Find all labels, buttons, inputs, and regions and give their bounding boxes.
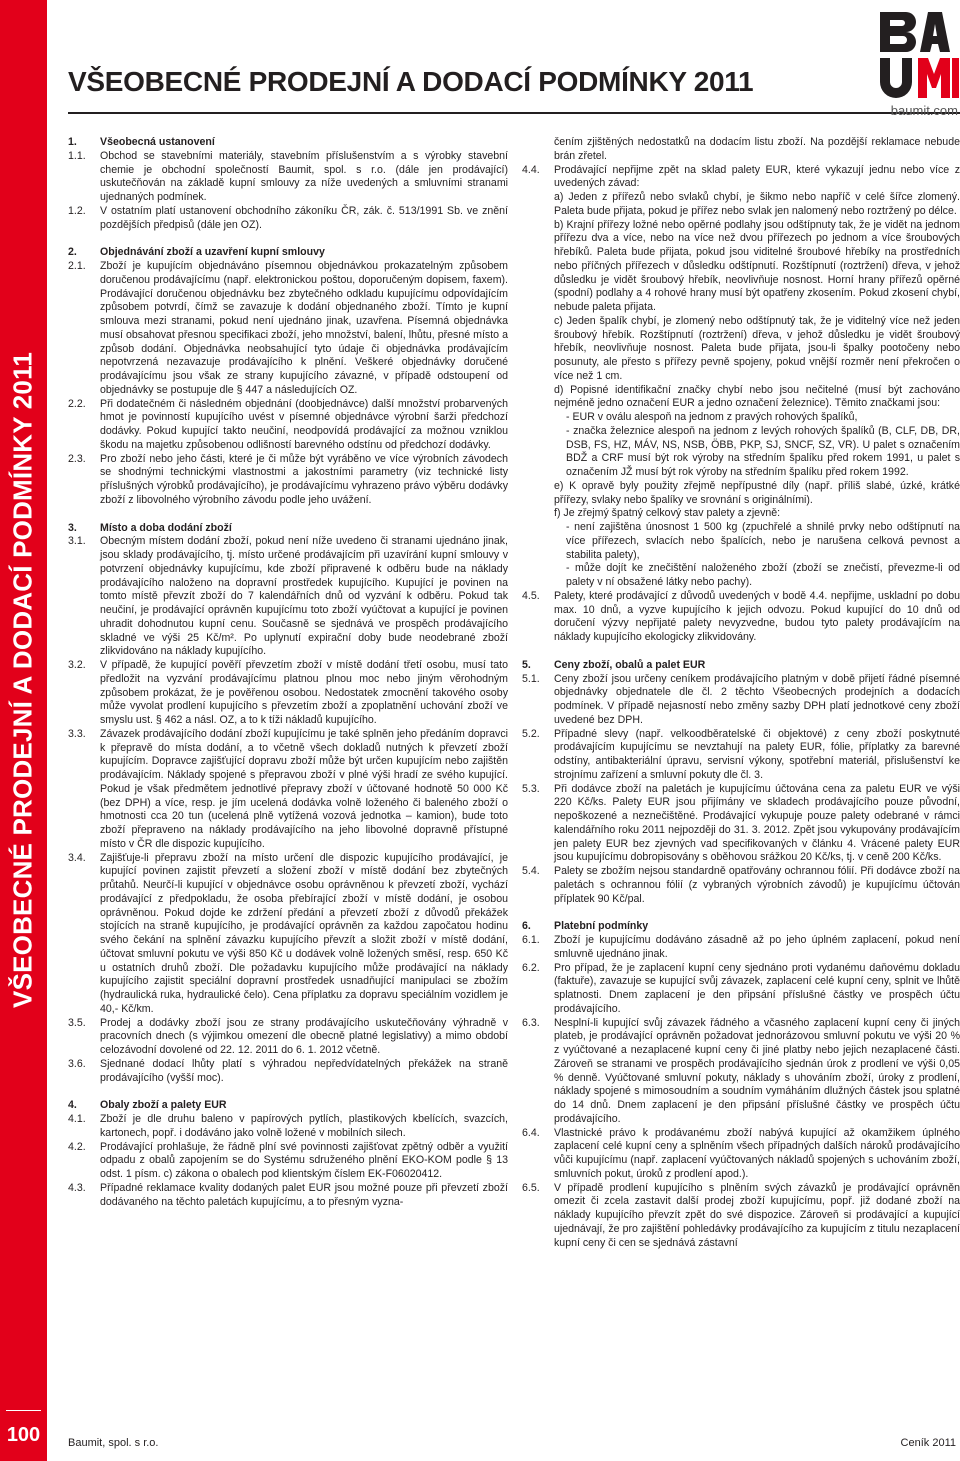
clause-number: 6.5. (522, 1181, 540, 1194)
section-title: Obaly zboží a palety EUR (100, 1099, 227, 1112)
clause-text: Při dodávce zboží na paletách je kupujícímu účtována cena za paletu EUR ve výši 220 Kč/ks. Palety EUR jsou přijímány ve skladech prodávajícího pouze původní, nepoškozené a neznečištěné. Prodávající vykupuje pouze palety odebrané v rámci kalendářního roku 2011 nejpozději do 31. 3. 2012. Zpět jsou vykupovány prodávajícím jen palety EUR bez zjevných vad specifikovaných v článku 4. Vrácené palety EUR jsou kupujícímu dobropisovány s oběhovou srážkou 20 Kč/ks, tj. v ceně 200 Kč/ks. (554, 782, 960, 864)
clause-text: Obecným místem dodání zboží, pokud není níže uvedeno či stranami ujednáno jinak, jsou sklady prodávajícího, tj. místo určené prodávajícím při uzavírání kupní smlouvy v potvrzení objednávky kupujícímu, kde zboží připravené k odběru bude na náklady prodávajícího naloženo na dopravní prostředek kupujícího. Kupující je povinen na tomto místě převzít zboží do 7 kalendářních dnů od vyzvání k odběru. Pokud tak neučiní, je prodávající oprávněn kupujícímu toto zboží vyúčtovat a kupující je povinen uhradit dohodnutou kupní cenu. Současně se sjednává ve prospěch prodávajícího skladné ve výši 25 Kč/m². Po uplynutí expirační doby bude neodebrané zboží zlikvidováno na náklady kupujícího. (100, 535, 508, 658)
clause-text: Prodej a dodávky zboží jsou ze strany prodávajícího uskutečňovány výhradně v pracovních dnech (s výjimkou omezení dle obecně platné legislativy) a mimo období celozávodní dovolené od 22. 12. 2011 do 6. 1. 2012 včetně. (100, 1016, 508, 1056)
clause-number: 4.5. (522, 589, 540, 602)
section-number: 6. (522, 920, 531, 933)
title-rule (68, 112, 960, 114)
clause (68, 260, 508, 398)
clause-item: d) Popisné identifikační značky chybí nebo jsou nečitelné (musí být zachováno nejméně jedno označení EUR a jedno označení železnice). Těmito značkami jsou: (554, 383, 960, 410)
clause-text: V případě, že kupující pověří převzetím zboží v místě dodání třetí osobu, musí tato předložit na vyzvání prodávajícímu platnou plnou moc nebo jiným věrohodným způsobem prokázat, že je pověřenou osobou. Nedostatek zmocnění takového osoby může vyvolat prodlení kupujícího s převzetím zboží a zpoplatnění uchování zboží ve smyslu ust. § 462 a násl. OZ, a to k tíži nákladů kupujícího. (100, 659, 508, 726)
clause-number: 6.4. (522, 1126, 540, 1139)
clause (522, 673, 960, 728)
clause-number: 4.1. (68, 1113, 86, 1125)
clause (68, 1182, 508, 1210)
clause-item: f) Je zřejmý špatný celkový stav palety a zjevně: (554, 507, 781, 520)
clause (522, 962, 960, 1017)
clause-continued (522, 136, 960, 164)
clause (68, 852, 508, 1017)
section-title: Platební podmínky (554, 920, 649, 933)
section-number: 4. (68, 1099, 77, 1112)
clause-number: 2.1. (68, 260, 86, 272)
page-number: 100 (6, 1424, 41, 1446)
footer-catalog: Ceník 2011 (900, 1437, 956, 1449)
clause-text: Vlastnické právo k prodávanému zboží nabývá kupující až okamžikem úplného zaplacení celé kupní ceny a splněním všech případných dalších nároků prodávajícího vůči kupujícímu (např. zaplacení vyúčtovaných nákladů spojených s uchováním zboží, smluvních pokut, úroků z prodlení apod.). (554, 1126, 960, 1180)
clause-text: Palety se zbožím nejsou standardně opatřovány ochrannou fólií. Při dodávce zboží na paletách s ochrannou fólií (z vybraných výrobních závodů) je kupujícímu účtován příplatek 90 Kč/pal. (554, 865, 960, 905)
clause-number: 3.1. (68, 535, 86, 548)
clause-text: Nesplní-li kupující svůj závazek řádného a včasného zaplacení kupní ceny či jiných plateb, je prodávající oprávněn požadovat jednorázovou smluvní pokutu ve výši 20 % z vyúčtované a nezaplacené kupní ceny či jiné platby nebo jejich nezaplacené části. Zároveň se stranami ve prospěch prodávajícího sjednán úrok z prodlení ve výši 0,05 % denně. Vyúčtované smluvní pokuty, náklady s uhováním zboží, úroky z prodlení, náklady spojené s mimosoudním a soudním vymáháním dlužných částek jsou splatné do 14 dnů. Dnem zaplacení je den připsání příslušné částky ve prospěch účtu prodávajícího. (554, 1016, 960, 1125)
clause-number: 5.3. (522, 782, 540, 795)
page-number-divider (6, 1410, 41, 1411)
clause-subitem: - EUR v oválu alespoň na jednom z pravých rohových špalíků, (566, 411, 858, 423)
section-heading (68, 246, 508, 260)
clause-number: 3.4. (68, 851, 86, 864)
clause-text: Sjednané dodací lhůty platí s výhradou nepředvídatelných překážek na straně prodávajícího (vyšší moc). (100, 1057, 508, 1084)
clause-subitem: - může dojít ke znečištění naloženého zboží (zboží se znečistí, převezme-li od palety v ní obsažené látky nebo pachy). (566, 562, 960, 588)
right-column (522, 136, 960, 1250)
clause (68, 1141, 508, 1182)
sidebar-title: VŠEOBECNÉ PRODEJNÍ A DODACÍ PODMÍNKY 2011 (7, 352, 38, 1008)
clause (68, 150, 508, 205)
clause (68, 1017, 508, 1058)
section-number: 1. (68, 136, 77, 148)
clause-text: Zboží je dle druhu baleno v papírových pytlích, plastikových kbelících, svazcích, kartonech, popř. i dodáváno jako volně ložené v mobilních silech. (100, 1113, 508, 1139)
clause-text: Zboží je kupujícímu dodáváno zásadně až po jeho úplném zaplacení, pokud není smluvně ujednáno jinak. (554, 934, 960, 960)
baumit-logo-icon (876, 8, 960, 102)
clause (522, 728, 960, 783)
clause-item: b) Krajní přířezy ložné nebo opěrné podlahy jsou odštípnuty tak, že je vidět na jednom přířezu dva a více, nebo na více než dvou přířezech po jednom a více šroubových hřebíků. Paleta bude přijata, pokud jsou viditelné šroubové hřebíky na prostředních nebo příčných přířezech v důsledku odštípnutí. Rozštípnutí (roztržení) dřeva, v jehož důsledku je vidět šroubový hřebík, neovlivňuje nosnost. Horní hrany přířezů opěrné (spodní) podlahy a 4 rohové hrany musí být opatřeny zkosením. Pokud zkosení chybí, nebude paleta přijata. (554, 218, 960, 313)
clause-number: 4.3. (68, 1181, 86, 1194)
clause-number: 3.3. (68, 727, 86, 740)
clause-text: Palety, které prodávající z důvodů uvedených v bodě 4.4. nepřijme, uskladní po dobu max. 10 dnů, a vyzve kupujícího k jejich odvozu. Pokud kupující do 10 dnů od doručení výzvy nepřijaté palety nevyzvedne, budou tyto palety prodávajícím na náklady kupujícího ekologicky zlikvidovány. (554, 589, 960, 643)
clause-number: 3.6. (68, 1057, 86, 1070)
clause-item: e) K opravě byly použity zřejmě nepřípustné díly (např. příliš slabé, úzké, krátké přířezy, svlaky nebo špalíky ve srovnání s originálními). (554, 479, 960, 506)
clause-subitem: - není zajištěna únosnost 1 500 kg (zpuchřelé a shnilé prvky nebo odštípnutí na více přířezech, svlacích nebo špalících, nebo je narušena celková pevnost a stabilita palety), (566, 521, 960, 561)
clause-text: Případné reklamace kvality dodaných palet EUR jsou možné pouze při převzetí zboží dodávaného na těchto paletách kupujícímu, a to přesným vyzna- (100, 1181, 508, 1208)
section-heading (68, 522, 508, 536)
clause-number: 3.5. (68, 1016, 86, 1029)
clause (68, 728, 508, 852)
clause-number: 5.1. (522, 672, 540, 685)
left-column (68, 136, 508, 1209)
clause (68, 205, 508, 233)
clause-number: 4.2. (68, 1140, 86, 1153)
clause (68, 453, 508, 508)
clause-text: Pro případ, že je zaplacení kupní ceny sjednáno proti vydanému daňovému dokladu (faktuře), zavazuje se kupující svůj závazek, zaplacení celé kupní ceny, splnit ve lhůtě splatnosti. Dnem zaplacení je den připsání příslušné částky ve prospěch účtu prodávajícího. (554, 961, 960, 1015)
section-heading (522, 920, 960, 934)
section-title: Všeobecná ustanovení (100, 136, 215, 148)
page-title: VŠEOBECNÉ PRODEJNÍ A DODACÍ PODMÍNKY 2011 (68, 66, 754, 97)
clause-number: 1.1. (68, 149, 86, 162)
section-number: 3. (68, 521, 77, 534)
clause (522, 1127, 960, 1182)
clause (522, 865, 960, 906)
section-title: Objednávání zboží a uzavření kupní smlouvy (100, 246, 325, 259)
section-title: Ceny zboží, obalů a palet EUR (554, 658, 706, 671)
clause-number: 3.2. (68, 659, 86, 671)
clause (522, 590, 960, 645)
clause-text: Při dodatečném či následném objednání (doobjednávce) další množství probarvených hmot je povinností kupujícího uvést v písemné objednávce výrobní šarži předchozí dodávky. Pokud kupující takto neučiní, neodpovídá prodávající za možnou vzniklou škodu na majetku způsobenou odlišností barevného odstínu od předchozí dodávky. (100, 397, 508, 451)
clause-text: Zajišťuje-li přepravu zboží na místo určení dle dispozic kupujícího prodávající, je kupující povinen zajistit převzetí a složení zboží v místě dodání bez zbytečných průtahů. Neurčí-li kupující v objednávce osobu oprávněnou k převzetí zboží, vychází prodávající z předpokladu, že osoba přebírající zboží v místě dodání, je osobou oprávněnou. Pokud dojde ke zdržení předání a převzetí zboží z důvodů překážek stojících na straně kupujícího, je prodávající oprávněn za každou započatou hodinu svého čekání na splnění závazku kupujícího převzít a složit zboží v místě dodání, účtovat smluvní pokutu ve výši 850 Kč u dodávek volně ložených směsí, resp. 650 Kč u ostatních druhů zboží. Dle požadavku kupujícího může prodávající na náklady kupujícího zajistit speciální dopravní prostředek usnadňující manipulaci se zbožím (hydraulická ruka, hydraulické čelo). Cena příplatku za dopravu speciálním vozidlem je 40,- Kč/km. (100, 851, 508, 1015)
clause-text: Prodávající nepřijme zpět na sklad palety EUR, které vykazují jednu nebo více z uvedených závad: (554, 163, 960, 190)
clause-number: 1.2. (68, 204, 86, 217)
clause-number: 2.2. (68, 397, 86, 410)
clause (522, 1182, 960, 1251)
clause-number: 2.3. (68, 452, 86, 465)
clause-subitem: - značka železnice alespoň na jednom z levých rohových špalíků (B, CLF, DB, DR, DSB, FS, HZ, MÁV, NS, NSB, ÖBB, PKP, SJ, SNCF, SZ, VR). U palet s označením BDŽ a CRF musí být rok výroby na středním špalíku před rokem 1991, u palet s označením JŽ musí být rok výroby na středním špalíku před rokem 1992. (566, 424, 960, 478)
clause (522, 164, 960, 590)
clause-text: čením zjištěných nedostatků na dodacím listu zboží. Na pozdější reklamace nebude brán zřetel. (554, 136, 960, 162)
clause-text: Závazek prodávajícího dodání zboží kupujícímu je také splněn jeho předáním dopravci k přepravě do místa dodání, a to včetně všech dokladů nutných k převzetí zboží kupujícím. Dopravce zajišťující dopravu zboží může být určen kupujícím nebo zajištěn prodávajícím. Náklady spojené s přepravou zboží v plné výši hradí ze svého kupující. Pokud je však předmětem jednotlivé přepravy zboží v účtované hodnotě 50 000 Kč (bez DPH) a více, resp. je jím ucelená dodávka volně loženého či baleného zboží o hmotnosti cca 20 tun (ucelená plně vytížená vozová jednotka – kamion), bude toto zboží přepraveno na náklady prodávajícího na jeho libovolné dopravně přístupné místo v ČR dle dispozic kupujícího. (100, 727, 508, 850)
clause-number: 6.2. (522, 961, 540, 974)
clause-text: Prodávající prohlašuje, že řádně plní své povinnosti zajišťovat zpětný odběr a využití odpadu z obalů zapojením se do Systému sdruženého plnění EKO-KOM podle § 13 odst. 1 písm. c) zákona o obalech pod klientským číslem EK-F06020412. (100, 1140, 508, 1180)
clause-number: 4.4. (522, 163, 540, 176)
clause (68, 1058, 508, 1086)
footer-company: Baumit, spol. s r.o. (68, 1437, 159, 1449)
clause (68, 659, 508, 728)
clause-text: Obchod se stavebními materiály, stavebním příslušenstvím a s výrobky stavební chemie je obchodní společností Baumit, spol. s r.o. (dále jen prodávající) uskutečňován na základě kupní smlouvy za níže uvedených a smluvními stranami ujednaných podmínek. (100, 149, 508, 203)
section-number: 5. (522, 658, 531, 671)
clause-text: Pro zboží nebo jeho části, které je či může být vyráběno ve více výrobních závodech se shodnými technickými vlastnostmi a jakostními parametry (viz technické listy příslušných výrobků prodávajícího), je prodávajícímu vyhrazeno právo výběru dodávky zboží z libovolného výrobního závodu podle jeho uvážení. (100, 452, 508, 506)
clause-text: Případné slevy (např. velkoodběratelské či objektové) z ceny zboží poskytnuté prodávajícím kupujícímu se nevztahují na palety EUR, fólie, příplatky za barevné odstíny, antibakteriální úpravu, servisní výkony, spotřební materiál, přislušenství ke strojnímu zařízení a smluvní pokuty dle čl. 3. (554, 727, 960, 781)
clause (522, 1017, 960, 1127)
logo-url: baumit.com (890, 103, 958, 118)
sidebar (0, 0, 47, 1461)
clause (68, 535, 508, 659)
clause (522, 934, 960, 962)
clause-item: c) Jeden špalík chybí, je zlomený nebo odštípnutý tak, že je viditelný více než jeden šroubový hřebík. Rozštípnutí (roztržení) dřeva, v jehož důsledku je vidět šroubový hřebík, neovlivňuje nosnost. Paleta bude přijata, jsou-li špalky pootočeny nebo posunuty, ale přesto s přířezy pevně spojeny, pokud vnější rozměr není překročen o více než 1 cm. (554, 314, 960, 382)
clause-number: 6.1. (522, 934, 540, 946)
clause-text: V případě prodlení kupujícího s plněním svých závazků je prodávající oprávněn omezit či zcela zastavit další prodej zboží kupujícímu, popř. již dodané zboží na náklady kupujícího převzít zpět do své dispozice. Zároveň si prodávající a kupující ujednávají, že pro zajištění pohledávky prodávajícího za kupujícím z titulu nezaplacení kupní ceny či cen se sjednává zástavní (554, 1181, 960, 1249)
clause (522, 783, 960, 866)
clause (68, 398, 508, 453)
clause-number: 6.3. (522, 1016, 540, 1029)
section-heading (68, 1099, 508, 1113)
clause-number: 5.4. (522, 865, 540, 877)
section-heading (522, 659, 960, 673)
clause-text: V ostatním platí ustanovení obchodního zákoníku ČR, zák. č. 513/1991 Sb. ve znění pozdějších předpisů (dále jen OZ). (100, 204, 508, 231)
clause-item: a) Jeden z přířezů nebo svlaků chybí, je šikmo nebo napříč v celé šířce zlomený. Paleta bude přijata, pokud je přířez nebo svlak jen nalomený nebo roztržený po délce. (554, 191, 960, 217)
clause-text: Ceny zboží jsou určeny ceníkem prodávajícího platným v době přijetí řádné písemné objednávky objednatele dle čl. 2 těchto Všeobecných prodejních a dodacích podmínek. V případě nejasností nebo změny sazby DPH platí jednotkové ceny zboží uvedené bez DPH. (554, 672, 960, 726)
section-title: Místo a doba dodání zboží (100, 521, 232, 534)
clause-body (554, 164, 960, 590)
clause-number: 5.2. (522, 727, 540, 740)
section-heading (68, 136, 508, 150)
clause (68, 1113, 508, 1141)
section-number: 2. (68, 246, 77, 259)
clause-text: Zboží je kupujícím objednáváno písemnou objednávkou prokazatelným způsobem doručenou prodávajícímu (např. elektronickou poštou, doporučeným dopisem, faxem). Prodávající doručenou objednávku bez zbytečného odkladu kupujícímu odpovídajícím způsobem potvrdí, čímž se zavazuje k dodání objednaného zboží. Tímto je kupní smlouva mezi stranami, pokud není ujednáno jinak, uzavřena. Písemná objednávka musí obsahovat přesnou specifikaci zboží, jeho množství, balení, lhůtu, přesné místo a způsob dodání. Objednávka neobsahující tyto údaje či objednávka prodávajícím nepotvrzená nezavazuje prodávajícího k plnění. Veškeré objednávky doručené prodávajícímu jsou však ze strany kupujícího závazné, v případě odstoupení od objednávky se postupuje dle § 447 a následujících OZ. (100, 260, 508, 396)
